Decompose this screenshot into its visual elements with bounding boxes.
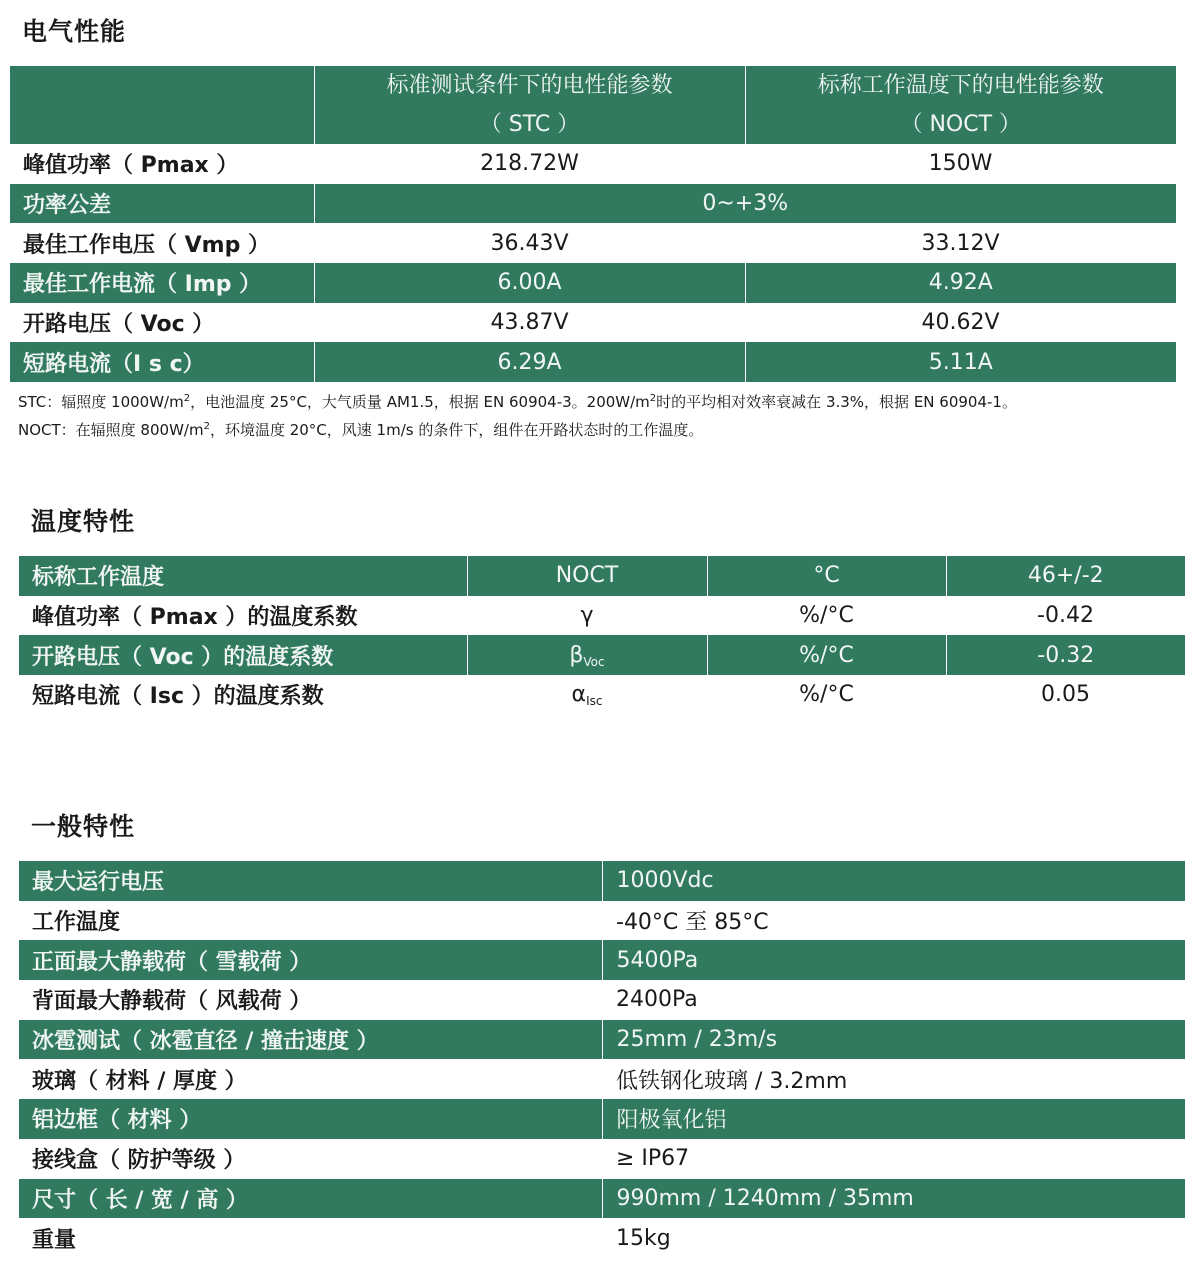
stc-note-part: STC：辐照度 1000W/m — [18, 393, 184, 411]
table-row — [19, 1099, 1185, 1139]
row-label: 最佳工作电流（ Imp ） — [10, 263, 314, 303]
value-cell: -0.42 — [946, 596, 1185, 636]
table-row — [10, 263, 1176, 303]
unit-cell: %/°C — [707, 675, 946, 715]
value-cell: ≥ IP67 — [602, 1139, 1185, 1179]
row-label: 玻璃（ 材料 / 厚度 ） — [19, 1059, 602, 1099]
superscript: 2 — [203, 421, 210, 432]
table-row — [10, 184, 1176, 224]
header-stc — [314, 66, 745, 144]
header-empty-cell — [10, 66, 314, 144]
unit-cell: °C — [707, 556, 946, 596]
stc-value: 43.87V — [314, 303, 745, 343]
table-row — [10, 223, 1176, 263]
noct-value: 40.62V — [745, 303, 1176, 343]
symbol: β — [569, 642, 584, 668]
row-label: 功率公差 — [10, 184, 314, 224]
table-row — [19, 940, 1185, 980]
noct-value: 33.12V — [745, 223, 1176, 263]
table-row — [19, 1218, 1185, 1258]
row-label: 正面最大静载荷（ 雪载荷 ） — [19, 940, 602, 980]
value-cell: 1000Vdc — [602, 861, 1185, 901]
general-section-title: 一般特性 — [31, 812, 136, 841]
electrical-section-title: 电气性能 — [22, 17, 127, 46]
table-row — [19, 1020, 1185, 1060]
row-label: 尺寸（ 长 / 宽 / 高 ） — [19, 1179, 602, 1219]
value-cell: 990mm / 1240mm / 35mm — [602, 1179, 1185, 1219]
row-label: 开路电压（ Voc ）的温度系数 — [19, 635, 467, 675]
superscript: 2 — [649, 393, 657, 404]
row-label: 短路电流（I s c） — [10, 342, 314, 382]
header-stc-line2: （ STC ） — [479, 112, 580, 137]
table-row — [19, 556, 1185, 596]
noct-value: 5.11A — [745, 342, 1176, 382]
stc-value: 218.72W — [314, 144, 745, 184]
row-label: 重量 — [19, 1218, 602, 1258]
row-label: 最大运行电压 — [19, 861, 602, 901]
electrical-performance-table — [10, 66, 1176, 382]
table-row — [19, 861, 1185, 901]
table-row — [19, 635, 1185, 675]
symbol: NOCT — [555, 563, 619, 589]
header-stc-line1: 标准测试条件下的电性能参数 — [386, 73, 673, 98]
row-label: 最佳工作电压（ Vmp ） — [10, 223, 314, 263]
row-label: 标称工作温度 — [19, 556, 467, 596]
row-label: 冰雹测试（ 冰雹直径 / 撞击速度 ） — [19, 1020, 602, 1060]
superscript: 2 — [183, 393, 191, 404]
table-row — [19, 1179, 1185, 1219]
table-row — [19, 596, 1185, 636]
unit-cell: %/°C — [707, 635, 946, 675]
stc-value: 6.00A — [314, 263, 745, 303]
symbol-cell — [467, 556, 707, 596]
value-cell: 5400Pa — [602, 940, 1185, 980]
header-noct — [745, 66, 1176, 144]
footnotes — [18, 388, 1017, 444]
value-cell: 0.05 — [946, 675, 1185, 715]
merged-value: 0~+3% — [314, 184, 1176, 224]
table-row — [19, 1139, 1185, 1179]
stc-note-part: 时的平均相对效率衰减在 3.3%，根据 EN 60904-1。 — [656, 393, 1017, 411]
stc-value: 6.29A — [314, 342, 745, 382]
value-cell: 15kg — [602, 1218, 1185, 1258]
value-cell: 2400Pa — [602, 980, 1185, 1020]
row-label: 峰值功率（ Pmax ）的温度系数 — [19, 596, 467, 636]
noct-note-part: NOCT：在辐照度 800W/m — [18, 421, 204, 439]
row-label: 峰值功率（ Pmax ） — [10, 144, 314, 184]
symbol-subscript: Isc — [586, 694, 603, 709]
table-header-row — [10, 66, 1176, 144]
value-cell: -40°C 至 85°C — [602, 901, 1185, 941]
unit-cell: %/°C — [707, 596, 946, 636]
table-row — [10, 342, 1176, 382]
symbol-cell — [467, 675, 707, 715]
symbol: α — [571, 682, 587, 708]
general-table — [19, 861, 1185, 1258]
stc-note — [18, 388, 1017, 416]
value-cell: 阳极氧化铝 — [602, 1099, 1185, 1139]
header-noct-line2: （ NOCT ） — [900, 112, 1022, 137]
noct-value: 150W — [745, 144, 1176, 184]
value-cell: 低铁钢化玻璃 / 3.2mm — [602, 1059, 1185, 1099]
header-noct-line1: 标称工作温度下的电性能参数 — [817, 73, 1104, 98]
value-cell: -0.32 — [946, 635, 1185, 675]
row-label: 铝边框（ 材料 ） — [19, 1099, 602, 1139]
noct-note-part: ，环境温度 20°C，风速 1m/s 的条件下，组件在开路状态时的工作温度。 — [209, 421, 704, 439]
row-label: 背面最大静载荷（ 风载荷 ） — [19, 980, 602, 1020]
row-label: 开路电压（ Voc ） — [10, 303, 314, 343]
table-row — [19, 901, 1185, 941]
noct-value: 4.92A — [745, 263, 1176, 303]
symbol-cell — [467, 635, 707, 675]
noct-note — [18, 416, 1017, 444]
stc-note-part: ，电池温度 25°C，大气质量 AM1.5，根据 EN 60904-3。200W/m — [190, 393, 650, 411]
symbol-cell — [467, 596, 707, 636]
row-label: 短路电流（ Isc ）的温度系数 — [19, 675, 467, 715]
temperature-table — [19, 556, 1185, 715]
value-cell: 25mm / 23m/s — [602, 1020, 1185, 1060]
row-label: 工作温度 — [19, 901, 602, 941]
stc-value: 36.43V — [314, 223, 745, 263]
value-cell: 46+/-2 — [946, 556, 1185, 596]
table-row — [19, 1059, 1185, 1099]
table-row — [10, 303, 1176, 343]
symbol: γ — [580, 603, 594, 629]
table-row — [10, 144, 1176, 184]
temperature-section-title: 温度特性 — [31, 507, 136, 536]
table-row — [19, 980, 1185, 1020]
table-row — [19, 675, 1185, 715]
row-label: 接线盒（ 防护等级 ） — [19, 1139, 602, 1179]
symbol-subscript: Voc — [583, 654, 605, 669]
